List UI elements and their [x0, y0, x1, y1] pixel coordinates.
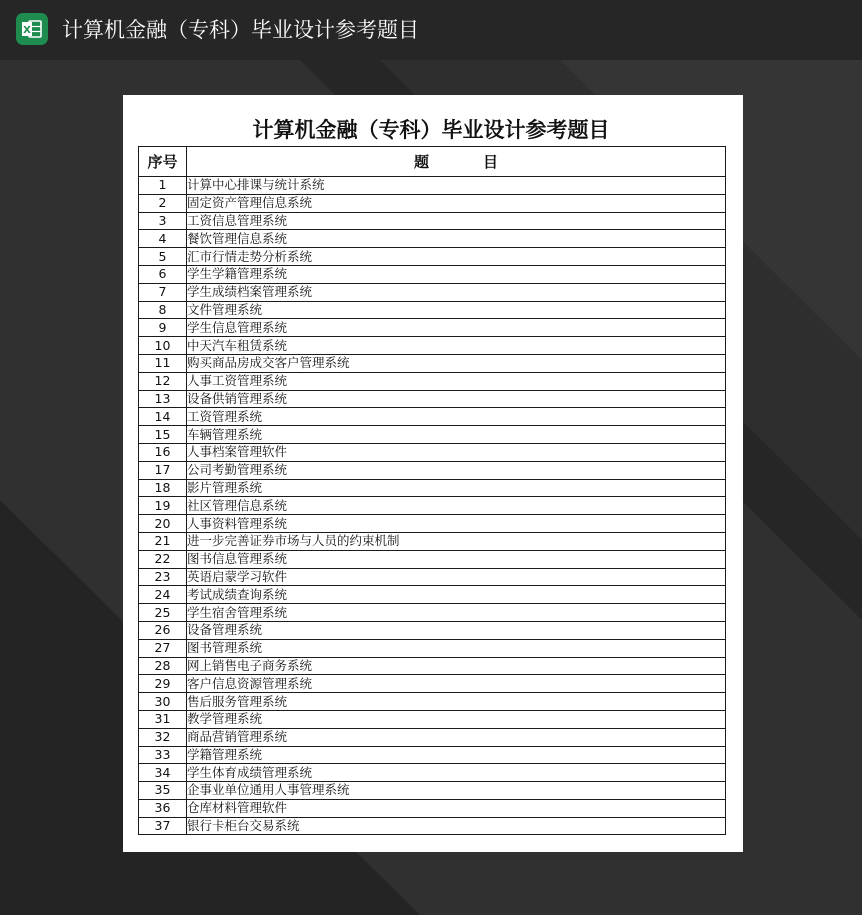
row-topic[interactable]: 社区管理信息系统 — [187, 497, 726, 515]
row-number[interactable]: 36 — [139, 799, 187, 817]
row-topic[interactable]: 仓库材料管理软件 — [187, 799, 726, 817]
table-row — [139, 319, 726, 337]
row-number[interactable]: 30 — [139, 693, 187, 711]
app-header — [0, 0, 862, 60]
table-row — [139, 372, 726, 390]
table-row — [139, 479, 726, 497]
row-topic[interactable]: 工资管理系统 — [187, 408, 726, 426]
row-topic[interactable]: 购买商品房成交客户管理系统 — [187, 354, 726, 372]
row-number[interactable]: 16 — [139, 443, 187, 461]
table-row — [139, 390, 726, 408]
row-number[interactable]: 13 — [139, 390, 187, 408]
row-number[interactable]: 22 — [139, 550, 187, 568]
table-row — [139, 764, 726, 782]
row-topic[interactable]: 人事档案管理软件 — [187, 443, 726, 461]
table-row — [139, 621, 726, 639]
row-number[interactable]: 3 — [139, 212, 187, 230]
row-number[interactable]: 37 — [139, 817, 187, 835]
topic-table — [138, 146, 726, 835]
row-number[interactable]: 31 — [139, 710, 187, 728]
row-topic[interactable]: 学生成绩档案管理系统 — [187, 283, 726, 301]
row-topic[interactable]: 汇市行情走势分析系统 — [187, 248, 726, 266]
header-number: 序号 — [139, 147, 187, 177]
row-number[interactable]: 8 — [139, 301, 187, 319]
row-number[interactable]: 25 — [139, 604, 187, 622]
row-number[interactable]: 21 — [139, 532, 187, 550]
row-topic[interactable]: 银行卡柜台交易系统 — [187, 817, 726, 835]
table-row — [139, 799, 726, 817]
row-topic[interactable]: 人事资料管理系统 — [187, 515, 726, 533]
table-row — [139, 817, 726, 835]
row-topic[interactable]: 中天汽车租赁系统 — [187, 337, 726, 355]
row-topic[interactable]: 教学管理系统 — [187, 710, 726, 728]
table-row — [139, 497, 726, 515]
table-row — [139, 354, 726, 372]
row-topic[interactable]: 英语启蒙学习软件 — [187, 568, 726, 586]
table-row — [139, 248, 726, 266]
table-row — [139, 301, 726, 319]
header-topic: 题目 — [187, 147, 726, 177]
row-topic[interactable]: 学籍管理系统 — [187, 746, 726, 764]
row-number[interactable]: 20 — [139, 515, 187, 533]
table-body — [139, 177, 726, 835]
row-number[interactable]: 1 — [139, 177, 187, 195]
row-topic[interactable]: 公司考勤管理系统 — [187, 461, 726, 479]
row-number[interactable]: 10 — [139, 337, 187, 355]
row-topic[interactable]: 计算中心排课与统计系统 — [187, 177, 726, 195]
row-number[interactable]: 32 — [139, 728, 187, 746]
table-row — [139, 212, 726, 230]
table-row — [139, 728, 726, 746]
row-number[interactable]: 19 — [139, 497, 187, 515]
table-row — [139, 782, 726, 800]
row-topic[interactable]: 考试成绩查询系统 — [187, 586, 726, 604]
table-row — [139, 550, 726, 568]
table-row — [139, 604, 726, 622]
table-row — [139, 586, 726, 604]
table-row — [139, 515, 726, 533]
row-number[interactable]: 5 — [139, 248, 187, 266]
row-topic[interactable]: 车辆管理系统 — [187, 426, 726, 444]
row-topic[interactable]: 进一步完善证券市场与人员的约束机制 — [187, 532, 726, 550]
row-topic[interactable]: 文件管理系统 — [187, 301, 726, 319]
row-number[interactable]: 18 — [139, 479, 187, 497]
row-topic[interactable]: 企事业单位通用人事管理系统 — [187, 782, 726, 800]
row-number[interactable]: 27 — [139, 639, 187, 657]
row-number[interactable]: 9 — [139, 319, 187, 337]
excel-icon — [16, 13, 48, 45]
table-row — [139, 710, 726, 728]
row-topic[interactable]: 影片管理系统 — [187, 479, 726, 497]
table-header-row — [139, 147, 726, 177]
row-number[interactable]: 28 — [139, 657, 187, 675]
sheet-title: 计算机金融（专科）毕业设计参考题目 — [252, 117, 610, 142]
row-number[interactable]: 11 — [139, 354, 187, 372]
row-topic[interactable]: 学生学籍管理系统 — [187, 265, 726, 283]
table-row — [139, 265, 726, 283]
table-row — [139, 675, 726, 693]
row-topic[interactable]: 学生体育成绩管理系统 — [187, 764, 726, 782]
row-topic[interactable]: 图书管理系统 — [187, 639, 726, 657]
row-topic[interactable]: 设备管理系统 — [187, 621, 726, 639]
row-topic[interactable]: 工资信息管理系统 — [187, 212, 726, 230]
row-number[interactable]: 6 — [139, 265, 187, 283]
table-row — [139, 568, 726, 586]
row-number[interactable]: 26 — [139, 621, 187, 639]
row-topic[interactable]: 图书信息管理系统 — [187, 550, 726, 568]
row-topic[interactable]: 人事工资管理系统 — [187, 372, 726, 390]
app-title: 计算机金融（专科）毕业设计参考题目 — [62, 18, 419, 42]
row-number[interactable]: 14 — [139, 408, 187, 426]
row-number[interactable]: 35 — [139, 782, 187, 800]
table-row — [139, 443, 726, 461]
table-row — [139, 283, 726, 301]
row-topic[interactable]: 客户信息资源管理系统 — [187, 675, 726, 693]
row-topic[interactable]: 学生信息管理系统 — [187, 319, 726, 337]
row-number[interactable]: 34 — [139, 764, 187, 782]
row-topic[interactable]: 学生宿舍管理系统 — [187, 604, 726, 622]
table-row — [139, 337, 726, 355]
row-number[interactable]: 7 — [139, 283, 187, 301]
row-number[interactable]: 2 — [139, 194, 187, 212]
spreadsheet-page — [123, 95, 743, 852]
row-number[interactable]: 15 — [139, 426, 187, 444]
row-topic[interactable]: 设备供销管理系统 — [187, 390, 726, 408]
row-topic[interactable]: 餐饮管理信息系统 — [187, 230, 726, 248]
table-row — [139, 408, 726, 426]
svg-text:X: X — [23, 25, 31, 36]
row-number[interactable]: 23 — [139, 568, 187, 586]
table-row — [139, 746, 726, 764]
row-number[interactable]: 17 — [139, 461, 187, 479]
table-row — [139, 657, 726, 675]
table-row — [139, 639, 726, 657]
row-topic[interactable]: 固定资产管理信息系统 — [187, 194, 726, 212]
row-topic[interactable]: 网上销售电子商务系统 — [187, 657, 726, 675]
row-number[interactable]: 33 — [139, 746, 187, 764]
table-row — [139, 230, 726, 248]
table-row — [139, 532, 726, 550]
row-topic[interactable]: 商品营销管理系统 — [187, 728, 726, 746]
table-row — [139, 693, 726, 711]
row-number[interactable]: 4 — [139, 230, 187, 248]
table-row — [139, 194, 726, 212]
table-row — [139, 461, 726, 479]
row-number[interactable]: 24 — [139, 586, 187, 604]
row-number[interactable]: 12 — [139, 372, 187, 390]
table-row — [139, 426, 726, 444]
row-number[interactable]: 29 — [139, 675, 187, 693]
row-topic[interactable]: 售后服务管理系统 — [187, 693, 726, 711]
table-row — [139, 177, 726, 195]
